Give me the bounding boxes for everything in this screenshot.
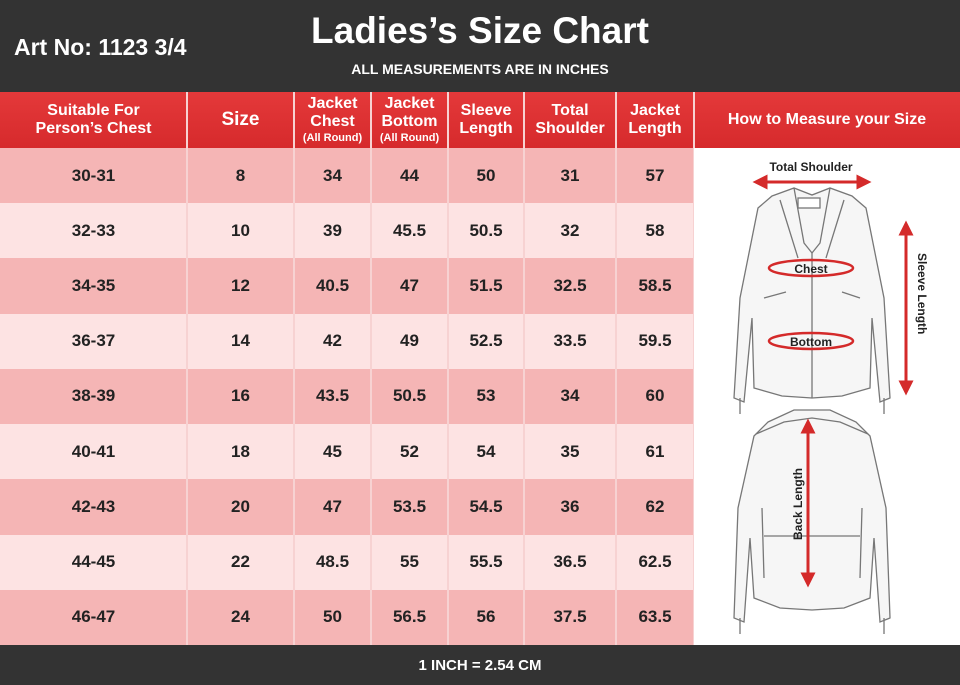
header-bar — [0, 0, 960, 92]
table-cell: 10 — [231, 220, 250, 240]
table-cell: 52 — [400, 441, 419, 461]
table-cell: 20 — [231, 496, 250, 516]
table-cell: 34 — [323, 165, 342, 185]
table-cell: 54.5 — [469, 496, 503, 516]
table-cell: 31 — [560, 165, 580, 185]
jacket-diagram-svg — [694, 148, 960, 645]
table-cell: 54 — [476, 441, 496, 461]
table-cell: 50.5 — [392, 386, 427, 406]
table-cell: 33.5 — [553, 331, 587, 351]
table-cell: 34-35 — [71, 276, 116, 296]
table-cell: 58.5 — [638, 276, 672, 296]
table-cell: 48.5 — [315, 552, 350, 572]
table-cell: 61 — [645, 441, 665, 461]
table-cell: 45 — [323, 441, 342, 461]
column-header-size: Size — [221, 109, 260, 131]
total-shoulder-label: Total Shoulder — [769, 160, 853, 174]
table-cell: 42-43 — [71, 496, 116, 516]
table-cell: 62 — [645, 496, 665, 516]
size-table-body — [0, 148, 694, 645]
table-row — [0, 203, 694, 258]
back-length-label: Back Length — [791, 467, 805, 540]
table-cell: 16 — [231, 386, 250, 406]
column-header-total-shoulder: Total Shoulder — [535, 102, 605, 137]
front-jacket-icon — [734, 188, 890, 414]
table-cell: 35 — [560, 441, 580, 461]
table-row — [0, 535, 694, 590]
table-row — [0, 258, 694, 313]
chest-label: Chest — [794, 262, 828, 276]
column-header-jacket-length: Jacket Length — [628, 102, 682, 137]
table-row — [0, 369, 694, 424]
table-cell: 36 — [560, 496, 580, 516]
sleeve-length-label: Sleeve Length — [915, 253, 929, 335]
column-header-jacket-chest: Jacket Chest (All Round) — [302, 95, 363, 145]
table-cell: 14 — [231, 331, 250, 351]
column-divider — [186, 92, 188, 645]
table-row — [0, 424, 694, 479]
table-cell: 53.5 — [392, 496, 427, 516]
table-cell: 45.5 — [392, 220, 427, 240]
table-cell: 62.5 — [638, 552, 672, 572]
table-cell: 36.5 — [553, 552, 587, 572]
table-cell: 50 — [323, 607, 342, 627]
table-cell: 42 — [323, 331, 342, 351]
table-cell: 63.5 — [638, 607, 672, 627]
table-cell: 52.5 — [469, 331, 503, 351]
table-cell: 50 — [476, 165, 496, 185]
table-cell: 40.5 — [315, 276, 350, 296]
column-header-sleeve-length: Sleeve Length — [459, 102, 513, 137]
table-cell: 47 — [400, 276, 419, 296]
table-cell: 32 — [560, 220, 580, 240]
table-cell: 46-47 — [71, 607, 116, 627]
table-cell: 55 — [400, 552, 419, 572]
table-cell: 39 — [323, 220, 342, 240]
table-cell: 50.5 — [469, 220, 503, 240]
column-divider — [523, 92, 525, 645]
table-cell: 49 — [400, 331, 419, 351]
column-divider — [370, 92, 372, 645]
table-row — [0, 148, 694, 203]
footer-conversion: 1 INCH = 2.54 CM — [0, 645, 960, 685]
table-cell: 55.5 — [469, 552, 503, 572]
column-divider — [447, 92, 449, 645]
table-cell: 32-33 — [71, 220, 116, 240]
column-divider — [293, 92, 295, 645]
table-cell: 47 — [323, 496, 342, 516]
table-cell: 24 — [231, 607, 250, 627]
table-cell: 30-31 — [71, 165, 116, 185]
table-cell: 44-45 — [71, 552, 116, 572]
table-cell: 38-39 — [71, 386, 116, 406]
table-cell: 43.5 — [315, 386, 350, 406]
table-header — [0, 92, 960, 148]
table-cell: 53 — [476, 386, 496, 406]
column-header-jacket-bottom: Jacket Bottom (All Round) — [379, 95, 440, 145]
back-jacket-icon — [734, 410, 890, 634]
table-cell: 60 — [645, 386, 665, 406]
bottom-label: Bottom — [790, 335, 832, 349]
table-cell: 56.5 — [392, 607, 427, 627]
measurement-diagram — [694, 148, 960, 645]
column-header-persons-chest: Suitable For Person’s Chest — [35, 102, 152, 137]
column-divider — [615, 92, 617, 645]
table-cell: 8 — [235, 165, 246, 185]
table-cell: 34 — [560, 386, 580, 406]
table-row — [0, 590, 694, 645]
table-cell: 58 — [645, 220, 665, 240]
table-cell: 37.5 — [553, 607, 587, 627]
page-subtitle: ALL MEASUREMENTS ARE IN INCHES — [351, 61, 609, 77]
table-cell: 44 — [400, 165, 419, 185]
table-cell: 56 — [476, 607, 496, 627]
table-cell: 59.5 — [638, 331, 672, 351]
table-cell: 18 — [231, 441, 250, 461]
table-cell: 32.5 — [553, 276, 587, 296]
table-row — [0, 314, 694, 369]
column-header-how-to-measure: How to Measure your Size — [727, 111, 927, 129]
table-cell: 12 — [231, 276, 250, 296]
table-cell: 57 — [645, 165, 665, 185]
table-row — [0, 479, 694, 534]
table-cell: 36-37 — [71, 331, 116, 351]
article-number: Art No: 1123 3/4 — [14, 34, 187, 60]
table-cell: 40-41 — [71, 441, 116, 461]
page-title: Ladies’s Size Chart — [311, 10, 649, 51]
table-cell: 51.5 — [469, 276, 503, 296]
table-cell: 22 — [231, 552, 250, 572]
